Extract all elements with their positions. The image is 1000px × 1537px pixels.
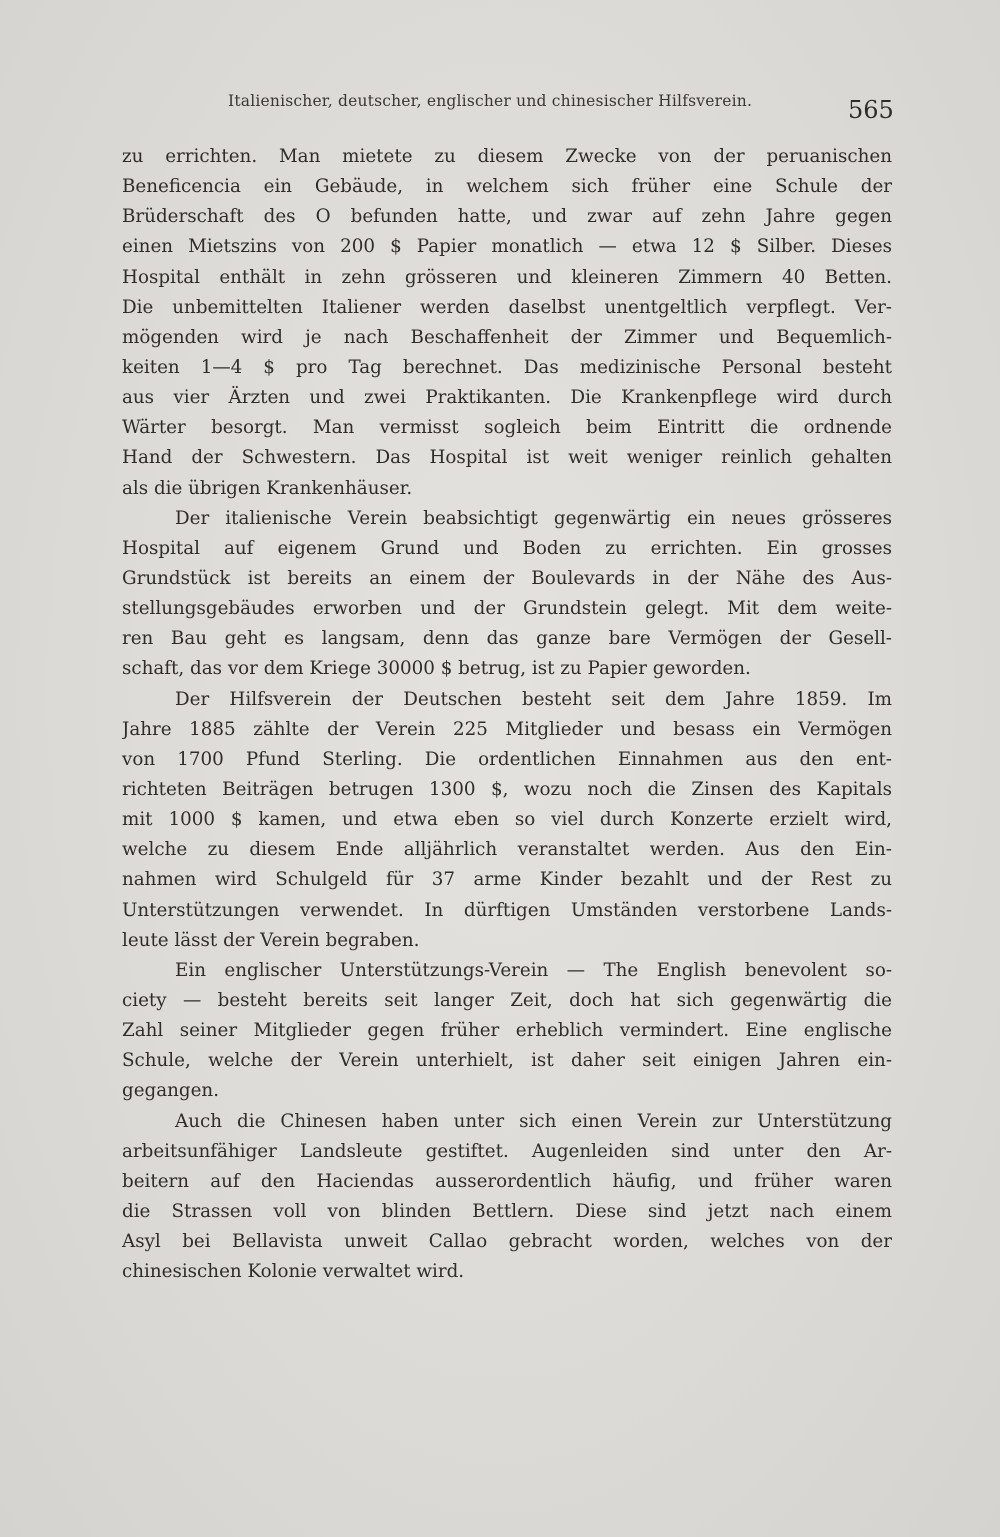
text-line: Wärter besorgt. Man vermisst sogleich beim Eintritt die ordnende bbox=[122, 417, 892, 439]
text-line: Grundstück ist bereits an einem der Boulevards in der Nähe des Aus- bbox=[122, 567, 892, 589]
text-line: zu errichten. Man mietete zu diesem Zwecke von der peruanischen bbox=[122, 146, 892, 167]
text-line: Hand der Schwestern. Das Hospital ist weit weniger reinlich gehalten bbox=[122, 447, 892, 469]
text-line: stellungsgebäudes erworben und der Grundstein gelegt. Mit dem weite- bbox=[122, 598, 892, 620]
text-line: Der Hilfsverein der Deutschen besteht seit dem Jahre 1859. Im bbox=[175, 688, 892, 710]
running-title: Italienischer, deutscher, englischer und chinesischer Hilfsverein. bbox=[228, 92, 753, 110]
text-line: Jahre 1885 zählte der Verein 225 Mitglieder und besass ein Vermögen bbox=[122, 718, 892, 740]
text-line: welche zu diesem Ende alljährlich veranstaltet werden. Aus den Ein- bbox=[122, 839, 892, 861]
text-line: als die übrigen Krankenhäuser. bbox=[122, 477, 413, 499]
text-line: schaft, das vor dem Kriege 30000 $ betrug, ist zu Papier geworden. bbox=[122, 658, 751, 680]
text-line: Zahl seiner Mitglieder gegen früher erheblich vermindert. Eine englische bbox=[122, 1020, 892, 1042]
text-line: Hospital auf eigenem Grund und Boden zu errichten. Ein grosses bbox=[122, 537, 892, 559]
text-line: ren Bau geht es langsam, denn das ganze bare Vermögen der Gesell- bbox=[122, 628, 892, 650]
text-line: Hospital enthält in zehn grösseren und kleineren Zimmern 40 Betten. bbox=[122, 266, 892, 288]
text-line: beitern auf den Haciendas ausserordentlich häufig, und früher waren bbox=[122, 1170, 892, 1192]
text-line: keiten 1—4 $ pro Tag berechnet. Das medizinische Personal besteht bbox=[122, 356, 892, 378]
text-line: arbeitsunfähiger Landsleute gestiftet. Augenleiden sind unter den Ar- bbox=[122, 1140, 892, 1162]
text-line: leute lässt der Verein begraben. bbox=[122, 929, 420, 951]
text-line: die Strassen voll von blinden Bettlern. Diese sind jetzt nach einem bbox=[122, 1200, 892, 1222]
text-line: Asyl bei Bellavista unweit Callao gebracht worden, welches von der bbox=[122, 1231, 892, 1253]
text-line: Beneficencia ein Gebäude, in welchem sich früher eine Schule der bbox=[122, 176, 892, 198]
text-line: Der italienische Verein beabsichtigt gegenwärtig ein neues grösseres bbox=[175, 507, 892, 529]
text-line: von 1700 Pfund Sterling. Die ordentlichen Einnahmen aus den ent- bbox=[122, 748, 892, 770]
text-line: richteten Beiträgen betrugen 1300 $, wozu noch die Zinsen des Kapitals bbox=[122, 778, 892, 800]
text-line: Unterstützungen verwendet. In dürftigen Umständen verstorbene Lands- bbox=[122, 899, 892, 921]
text-line: Ein englischer Unterstützungs-Verein — The English benevolent so- bbox=[175, 959, 892, 981]
text-line: einen Mietszins von 200 $ Papier monatlich — etwa 12 $ Silber. Dieses bbox=[122, 236, 892, 258]
text-line: nahmen wird Schulgeld für 37 arme Kinder bezahlt und der Rest zu bbox=[122, 869, 892, 891]
text-line: aus vier Ärzten und zwei Praktikanten. Die Krankenpflege wird durch bbox=[122, 387, 892, 409]
text-line: ciety — besteht bereits seit langer Zeit, doch hat sich gegenwärtig die bbox=[122, 989, 892, 1011]
text-line: mögenden wird je nach Beschaffenheit der Zimmer und Bequemlich- bbox=[122, 326, 892, 348]
text-line: Schule, welche der Verein unterhielt, ist daher seit einigen Jahren ein- bbox=[122, 1050, 892, 1072]
text-line: chinesischen Kolonie verwaltet wird. bbox=[122, 1261, 465, 1283]
page-number: 565 bbox=[848, 96, 894, 124]
text-line: mit 1000 $ kamen, und etwa eben so viel durch Konzerte erzielt wird, bbox=[122, 809, 892, 831]
body-text bbox=[122, 142, 892, 1287]
text-line: Brüderschaft des O befunden hatte, und zwar auf zehn Jahre gegen bbox=[122, 206, 892, 228]
text-line: gegangen. bbox=[122, 1080, 220, 1102]
text-line: Auch die Chinesen haben unter sich einen Verein zur Unterstützung bbox=[175, 1110, 892, 1132]
text-line: Die unbemittelten Italiener werden daselbst unentgeltlich verpflegt. Ver- bbox=[122, 296, 892, 318]
